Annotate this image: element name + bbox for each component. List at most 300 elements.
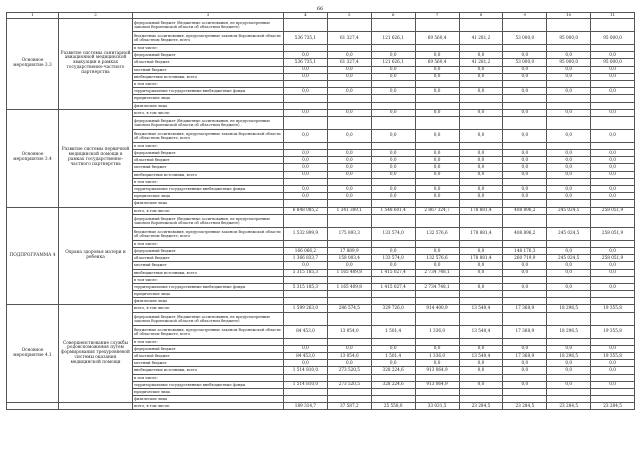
- amount-cell: [459, 338, 503, 345]
- amount-cell: [284, 291, 328, 298]
- amount-cell: [503, 240, 547, 247]
- funding-source: внебюджетные источники, всего: [133, 171, 284, 178]
- amount-cell: [459, 95, 503, 102]
- amount-cell: [547, 214, 591, 227]
- funding-source: физические лица: [133, 200, 284, 207]
- amount-cell: [459, 240, 503, 247]
- amount-cell: 0,0: [503, 52, 547, 59]
- amount-cell: 178 881,4: [459, 207, 503, 214]
- amount-cell: [371, 240, 415, 247]
- amount-cell: [415, 45, 459, 52]
- amount-cell: 133 574,0: [371, 227, 415, 240]
- funding-source: в том числе:: [133, 80, 284, 87]
- amount-cell: 0,0: [459, 345, 503, 352]
- amount-cell: [591, 178, 635, 185]
- amount-cell: [327, 200, 371, 207]
- amount-cell: 0,0: [371, 360, 415, 367]
- amount-cell: 258 051,9: [591, 207, 635, 214]
- funding-source: физические лица: [133, 396, 284, 403]
- amount-cell: 0,0: [371, 164, 415, 171]
- amount-cell: 0,0: [503, 283, 547, 290]
- amount-cell: [459, 142, 503, 149]
- amount-cell: 0,0: [327, 109, 371, 116]
- amount-cell: 121 626,1: [371, 59, 415, 66]
- funding-source: федеральный бюджет: [133, 345, 284, 352]
- column-number-8: 8: [459, 13, 503, 19]
- amount-cell: 0,0: [327, 66, 371, 73]
- funding-source: юридические лица: [133, 388, 284, 395]
- amount-cell: [591, 95, 635, 102]
- amount-cell: [327, 240, 371, 247]
- amount-cell: [284, 396, 328, 403]
- amount-cell: [459, 276, 503, 283]
- amount-cell: 1 514 810,0: [284, 367, 328, 374]
- amount-cell: 0,0: [327, 150, 371, 157]
- amount-cell: [503, 276, 547, 283]
- amount-cell: 84 453,0: [284, 353, 328, 360]
- funding-source: территориальные государственные внебюджетные фонды: [133, 381, 284, 388]
- amount-cell: 0,0: [415, 164, 459, 171]
- empty-cell: [59, 403, 133, 410]
- funding-source: бюджетные ассигнования, предусмотренные законом Воронежской области об областном бюджете, всего: [133, 129, 284, 142]
- funding-source: федеральный бюджет (бюджетные ассигнования, не предусмотренные законом Воронежской области об областном бюджете): [133, 214, 284, 227]
- amount-cell: 0,0: [591, 171, 635, 178]
- funding-source: федеральный бюджет (бюджетные ассигнования, не предусмотренные законом Воронежской области об областном бюджете): [133, 19, 284, 32]
- amount-cell: 0,0: [591, 66, 635, 73]
- amount-cell: 0,0: [591, 381, 635, 388]
- amount-cell: 0,0: [547, 360, 591, 367]
- amount-cell: 0,0: [547, 150, 591, 157]
- amount-cell: [459, 298, 503, 305]
- funding-source: федеральный бюджет: [133, 52, 284, 59]
- amount-cell: [415, 291, 459, 298]
- amount-cell: 914 400,9: [415, 305, 459, 312]
- amount-cell: [284, 178, 328, 185]
- column-number-9: 9: [503, 13, 547, 19]
- amount-cell: 41 281,2: [459, 59, 503, 66]
- section-kind: Основное мероприятие 4.1: [7, 305, 59, 403]
- amount-cell: 0,0: [284, 129, 328, 142]
- amount-cell: 13 540,4: [459, 353, 503, 360]
- amount-cell: 0,0: [503, 262, 547, 269]
- column-number-5: 5: [327, 13, 371, 19]
- amount-cell: [503, 200, 547, 207]
- amount-cell: 273 520,5: [327, 381, 371, 388]
- amount-cell: 913 064,9: [415, 367, 459, 374]
- amount-cell: [547, 291, 591, 298]
- amount-cell: [327, 291, 371, 298]
- amount-cell: 0,0: [327, 262, 371, 269]
- funding-source: всего, в том числе:: [133, 403, 284, 410]
- amount-cell: 0,0: [503, 109, 547, 116]
- amount-cell: 2 867 324,7: [415, 207, 459, 214]
- amount-cell: 17 368,9: [503, 353, 547, 360]
- amount-cell: 0,0: [371, 150, 415, 157]
- amount-cell: [284, 276, 328, 283]
- amount-cell: 0,0: [591, 109, 635, 116]
- amount-cell: 0,0: [415, 88, 459, 95]
- amount-cell: [591, 276, 635, 283]
- amount-cell: 95 000,0: [547, 59, 591, 66]
- amount-cell: [591, 102, 635, 109]
- amount-cell: 0,0: [459, 52, 503, 59]
- amount-cell: 0,0: [327, 129, 371, 142]
- amount-cell: 0,0: [503, 88, 547, 95]
- amount-cell: 0,0: [371, 247, 415, 254]
- amount-cell: [415, 200, 459, 207]
- amount-cell: 0,0: [284, 52, 328, 59]
- section-kind: Основное мероприятие 3.3: [7, 19, 59, 110]
- amount-cell: [415, 19, 459, 32]
- amount-cell: [547, 102, 591, 109]
- table-row: [7, 109, 635, 116]
- amount-cell: 0,0: [415, 262, 459, 269]
- amount-cell: 258 051,9: [591, 227, 635, 240]
- amount-cell: 158 003,4: [327, 255, 371, 262]
- amount-cell: 0,0: [327, 52, 371, 59]
- amount-cell: [284, 116, 328, 129]
- table-row: [7, 403, 635, 410]
- column-number-4: 4: [284, 13, 328, 19]
- amount-cell: [284, 240, 328, 247]
- funding-source: федеральный бюджет: [133, 247, 284, 254]
- amount-cell: 0,0: [459, 283, 503, 290]
- amount-cell: [547, 312, 591, 325]
- amount-cell: 0,0: [547, 73, 591, 80]
- funding-source: внебюджетные источники, всего: [133, 73, 284, 80]
- amount-cell: [371, 95, 415, 102]
- amount-cell: [503, 214, 547, 227]
- amount-cell: 0,0: [415, 52, 459, 59]
- amount-cell: 0,0: [327, 345, 371, 352]
- amount-cell: [503, 80, 547, 87]
- amount-cell: 148 176,3: [503, 247, 547, 254]
- funding-source: федеральный бюджет (бюджетные ассигнования, не предусмотренные законом Воронежской области об областном бюджете): [133, 116, 284, 129]
- amount-cell: 0,0: [415, 360, 459, 367]
- amount-cell: 408 896,2: [503, 227, 547, 240]
- amount-cell: 0,0: [327, 193, 371, 200]
- amount-cell: 1 336,0: [415, 325, 459, 338]
- amount-cell: 61 327,4: [327, 59, 371, 66]
- amount-cell: 0,0: [503, 381, 547, 388]
- amount-cell: 0,0: [415, 66, 459, 73]
- funding-source: физические лица: [133, 102, 284, 109]
- amount-cell: 0,0: [371, 157, 415, 164]
- funding-source: всего, в том числе:: [133, 109, 284, 116]
- amount-cell: 0,0: [547, 367, 591, 374]
- amount-cell: 69 560,4: [415, 32, 459, 45]
- amount-cell: 1 548 601,4: [371, 207, 415, 214]
- amount-cell: [327, 142, 371, 149]
- amount-cell: [327, 19, 371, 32]
- amount-cell: 0,0: [547, 269, 591, 276]
- amount-cell: 0,0: [284, 157, 328, 164]
- amount-cell: 1 501,4: [371, 325, 415, 338]
- amount-cell: 0,0: [371, 73, 415, 80]
- amount-cell: [591, 388, 635, 395]
- amount-cell: 0,0: [459, 247, 503, 254]
- amount-cell: [591, 200, 635, 207]
- amount-cell: 61 327,4: [327, 32, 371, 45]
- amount-cell: [284, 45, 328, 52]
- amount-cell: [503, 95, 547, 102]
- amount-cell: 0,0: [415, 73, 459, 80]
- amount-cell: 132 576,6: [415, 255, 459, 262]
- amount-cell: 0,0: [327, 164, 371, 171]
- amount-cell: [415, 298, 459, 305]
- amount-cell: 0,0: [371, 193, 415, 200]
- amount-cell: 0,0: [547, 186, 591, 193]
- amount-cell: [371, 374, 415, 381]
- amount-cell: 13 054,0: [327, 325, 371, 338]
- amount-cell: 1 501,4: [371, 353, 415, 360]
- amount-cell: 0,0: [591, 367, 635, 374]
- amount-cell: [371, 116, 415, 129]
- amount-cell: 0,0: [415, 345, 459, 352]
- amount-cell: 0,0: [459, 129, 503, 142]
- amount-cell: 1 415 027,4: [371, 283, 415, 290]
- amount-cell: [284, 200, 328, 207]
- amount-cell: 0,0: [459, 193, 503, 200]
- amount-cell: 25 558,0: [371, 403, 415, 410]
- amount-cell: 0,0: [459, 150, 503, 157]
- amount-cell: 0,0: [415, 109, 459, 116]
- amount-cell: [371, 312, 415, 325]
- funding-source: юридические лица: [133, 291, 284, 298]
- amount-cell: 0,0: [547, 164, 591, 171]
- funding-source: в том числе:: [133, 240, 284, 247]
- amount-cell: [371, 338, 415, 345]
- amount-cell: [415, 374, 459, 381]
- amount-cell: [327, 45, 371, 52]
- amount-cell: [459, 214, 503, 227]
- amount-cell: 0,0: [327, 157, 371, 164]
- amount-cell: 536 735,1: [284, 59, 328, 66]
- amount-cell: [415, 276, 459, 283]
- amount-cell: 408 896,2: [503, 207, 547, 214]
- amount-cell: 0,0: [459, 164, 503, 171]
- amount-cell: 18 296,5: [547, 353, 591, 360]
- amount-cell: 189 314,7: [284, 403, 328, 410]
- funding-source: территориальные государственные внебюджетные фонды: [133, 88, 284, 95]
- amount-cell: 0,0: [503, 367, 547, 374]
- amount-cell: [591, 142, 635, 149]
- table-row: [7, 207, 635, 214]
- amount-cell: 0,0: [371, 345, 415, 352]
- amount-cell: 0,0: [415, 157, 459, 164]
- amount-cell: 0,0: [591, 269, 635, 276]
- budget-table: [6, 12, 635, 410]
- amount-cell: [503, 374, 547, 381]
- amount-cell: [503, 298, 547, 305]
- amount-cell: 0,0: [591, 247, 635, 254]
- amount-cell: 0,0: [459, 88, 503, 95]
- amount-cell: 0,0: [459, 381, 503, 388]
- amount-cell: 0,0: [371, 129, 415, 142]
- amount-cell: [327, 374, 371, 381]
- amount-cell: 17 368,9: [503, 325, 547, 338]
- amount-cell: 0,0: [547, 283, 591, 290]
- amount-cell: [503, 102, 547, 109]
- funding-source: внебюджетные источники, всего: [133, 269, 284, 276]
- amount-cell: [327, 276, 371, 283]
- funding-source: местный бюджет: [133, 360, 284, 367]
- funding-source: местный бюджет: [133, 262, 284, 269]
- amount-cell: 69 560,4: [415, 59, 459, 66]
- amount-cell: [591, 338, 635, 345]
- amount-cell: [503, 291, 547, 298]
- amount-cell: [503, 45, 547, 52]
- amount-cell: [547, 240, 591, 247]
- amount-cell: 0,0: [591, 262, 635, 269]
- column-number-6: 6: [371, 13, 415, 19]
- section-title: Развитие системы первичной медицинской помощи в рамках государственно-частного партнерства: [59, 109, 133, 207]
- amount-cell: [547, 396, 591, 403]
- amount-cell: 5 315 185,3: [284, 269, 328, 276]
- amount-cell: 0,0: [415, 186, 459, 193]
- amount-cell: [591, 312, 635, 325]
- amount-cell: 0,0: [591, 193, 635, 200]
- funding-source: в том числе:: [133, 142, 284, 149]
- page-number: 66: [316, 6, 324, 12]
- amount-cell: 0,0: [591, 360, 635, 367]
- amount-cell: 5 315 185,3: [284, 283, 328, 290]
- amount-cell: [459, 291, 503, 298]
- amount-cell: [371, 80, 415, 87]
- amount-cell: [459, 312, 503, 325]
- amount-cell: 0,0: [547, 262, 591, 269]
- amount-cell: [459, 178, 503, 185]
- amount-cell: 0,0: [459, 262, 503, 269]
- amount-cell: 328 224,6: [371, 367, 415, 374]
- amount-cell: 0,0: [327, 171, 371, 178]
- amount-cell: 1 366 833,7: [284, 255, 328, 262]
- section-kind: Основное мероприятие 3.4: [7, 109, 59, 207]
- amount-cell: 2 734 748,1: [415, 269, 459, 276]
- amount-cell: 0,0: [503, 360, 547, 367]
- amount-cell: 95 000,0: [591, 32, 635, 45]
- funding-source: бюджетные ассигнования, предусмотренные законом Воронежской области об областном бюджете, всего: [133, 32, 284, 45]
- amount-cell: [415, 338, 459, 345]
- funding-source: внебюджетные источники, всего: [133, 367, 284, 374]
- funding-source: юридические лица: [133, 193, 284, 200]
- amount-cell: [547, 338, 591, 345]
- amount-cell: 273 520,5: [327, 367, 371, 374]
- amount-cell: [547, 374, 591, 381]
- amount-cell: 0,0: [459, 66, 503, 73]
- column-number-2: 2: [59, 13, 133, 19]
- amount-cell: 0,0: [459, 186, 503, 193]
- amount-cell: [503, 388, 547, 395]
- amount-cell: 0,0: [503, 345, 547, 352]
- amount-cell: [503, 178, 547, 185]
- amount-cell: [284, 374, 328, 381]
- amount-cell: 0,0: [547, 247, 591, 254]
- amount-cell: 0,0: [327, 88, 371, 95]
- amount-cell: [503, 396, 547, 403]
- amount-cell: 0,0: [591, 283, 635, 290]
- amount-cell: [503, 312, 547, 325]
- amount-cell: [371, 200, 415, 207]
- amount-cell: 23 284,5: [503, 403, 547, 410]
- amount-cell: [503, 116, 547, 129]
- amount-cell: 0,0: [459, 360, 503, 367]
- amount-cell: 0,0: [591, 345, 635, 352]
- amount-cell: 0,0: [415, 193, 459, 200]
- amount-cell: [459, 388, 503, 395]
- amount-cell: 913 064,9: [415, 381, 459, 388]
- amount-cell: 0,0: [284, 193, 328, 200]
- funding-source: в том числе:: [133, 374, 284, 381]
- amount-cell: [327, 396, 371, 403]
- amount-cell: 0,0: [591, 73, 635, 80]
- amount-cell: 0,0: [284, 88, 328, 95]
- amount-cell: 0,0: [459, 269, 503, 276]
- amount-cell: 0,0: [371, 88, 415, 95]
- amount-cell: 0,0: [327, 73, 371, 80]
- amount-cell: [503, 142, 547, 149]
- amount-cell: [284, 338, 328, 345]
- amount-cell: 0,0: [371, 171, 415, 178]
- amount-cell: 0,0: [284, 66, 328, 73]
- amount-cell: [415, 102, 459, 109]
- amount-cell: 0,0: [547, 345, 591, 352]
- amount-cell: 1 336,0: [415, 353, 459, 360]
- amount-cell: [591, 45, 635, 52]
- amount-cell: [547, 19, 591, 32]
- amount-cell: [284, 312, 328, 325]
- amount-cell: [503, 338, 547, 345]
- funding-source: областной бюджет: [133, 157, 284, 164]
- amount-cell: 0,0: [503, 66, 547, 73]
- amount-cell: [459, 80, 503, 87]
- table-row: [7, 305, 635, 312]
- amount-cell: [459, 45, 503, 52]
- amount-cell: [371, 276, 415, 283]
- amount-cell: 23 284,5: [547, 403, 591, 410]
- amount-cell: [547, 80, 591, 87]
- amount-cell: [371, 19, 415, 32]
- amount-cell: [591, 291, 635, 298]
- amount-cell: [547, 142, 591, 149]
- funding-source: местный бюджет: [133, 164, 284, 171]
- amount-cell: 0,0: [591, 129, 635, 142]
- amount-cell: [371, 291, 415, 298]
- amount-cell: [547, 276, 591, 283]
- amount-cell: 0,0: [459, 367, 503, 374]
- amount-cell: [284, 95, 328, 102]
- funding-source: в том числе:: [133, 178, 284, 185]
- amount-cell: 0,0: [371, 186, 415, 193]
- amount-cell: [327, 388, 371, 395]
- amount-cell: [415, 388, 459, 395]
- amount-cell: [371, 298, 415, 305]
- amount-cell: [371, 142, 415, 149]
- funding-source: бюджетные ассигнования, предусмотренные законом Воронежской области об областном бюджете, всего: [133, 227, 284, 240]
- amount-cell: 0,0: [459, 109, 503, 116]
- amount-cell: 0,0: [284, 262, 328, 269]
- amount-cell: [327, 312, 371, 325]
- amount-cell: [547, 178, 591, 185]
- column-number-1: 1: [7, 13, 59, 19]
- funding-source: в том числе:: [133, 338, 284, 345]
- amount-cell: 178 881,4: [459, 255, 503, 262]
- funding-source: федеральный бюджет: [133, 150, 284, 157]
- amount-cell: [547, 116, 591, 129]
- amount-cell: 0,0: [327, 186, 371, 193]
- amount-cell: 0,0: [591, 88, 635, 95]
- amount-cell: [415, 214, 459, 227]
